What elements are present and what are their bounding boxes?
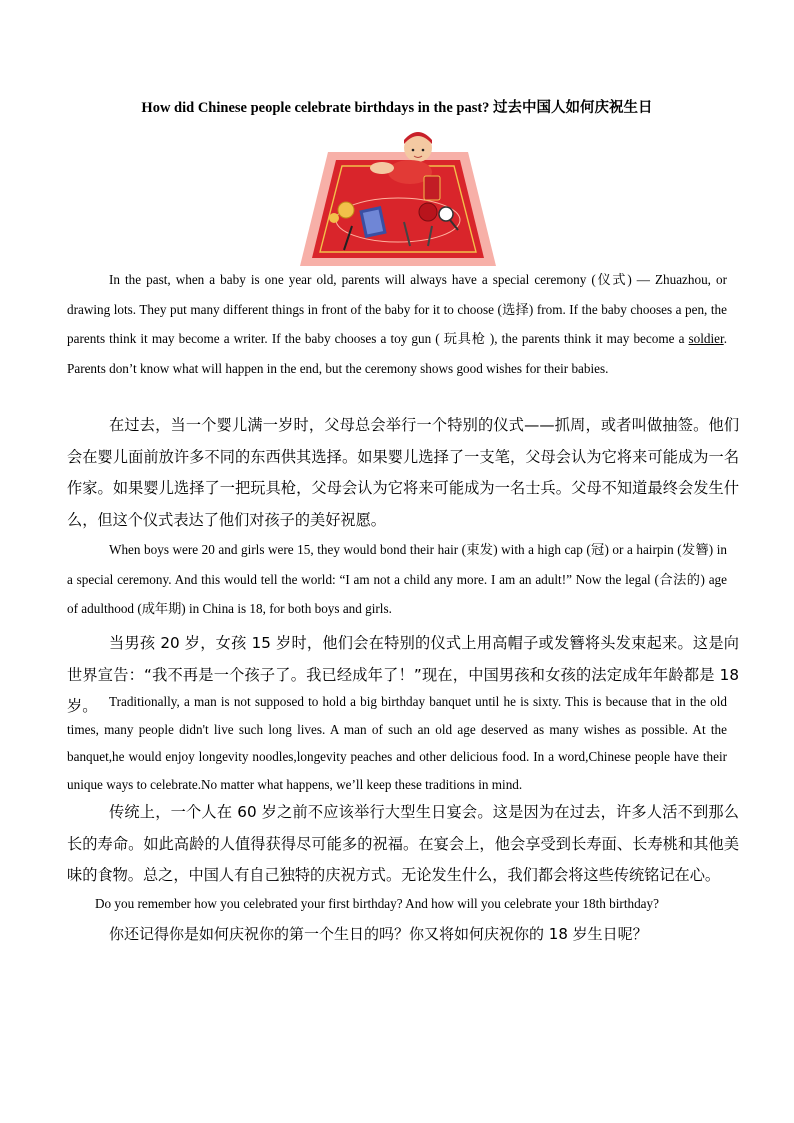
paragraph-2-zh: 当男孩 20 岁，女孩 15 岁时，他们会在特别的仪式上用高帽子或发簪将头发束起来。这是向世界宣告：“我不再是一个孩子了。我已经成年了！”现在，中国男孩和女孩的法定成年年龄都是 18 岁。 bbox=[67, 634, 739, 715]
para1-text: In the past, when a baby is one year old, parents will always have a special ceremony (仪式) — Zhuazhou, or drawing lots. They put many different things in front of the baby for it to choose (选择) from. If the baby chooses a pen, the parents think it may become a writer. If the baby chooses a toy gun ( 玩具枪 ), the parents think it may become a bbox=[67, 272, 727, 346]
magnifier-lens bbox=[439, 207, 453, 221]
page-title: How did Chinese people celebrate birthdays in the past? 过去中国人如何庆祝生日 bbox=[141, 100, 653, 116]
baby-ceremony-illustration bbox=[300, 126, 496, 266]
coin-small bbox=[329, 213, 339, 223]
red-envelope bbox=[424, 176, 440, 200]
baby-eye-right bbox=[422, 149, 425, 152]
paragraph-1-en bbox=[67, 265, 727, 383]
para1-text-end: . Parents don’t know what will happen in the end, but the ceremony shows good wishes for their babies. bbox=[67, 331, 727, 376]
paragraph-2-en: When boys were 20 and girls were 15, they would bond their hair (束发) with a high cap (冠) or a hairpin (发簪) in a special ceremony. And this would tell the world: “I am not a child any more. I am an adult!” Now the legal (合法的) age of adulthood (成年期) in China is 18, for both boys and girls. bbox=[67, 542, 727, 616]
paragraph-1-zh: 在过去，当一个婴儿满一岁时，父母总会举行一个特别的仪式——抓周，或者叫做抽签。他们会在婴儿面前放许多不同的东西供其选择。如果婴儿选择了一支笔，父母会认为它将来可能成为一名作家。如果婴儿选择了一把玩具枪，父母会认为它将来可能成为一名士兵。父母不知道最终会发生什么，但这个仪式表达了他们对孩子的美好祝愿。 bbox=[67, 416, 739, 529]
paragraph-3-en: Traditionally, a man is not supposed to hold a big birthday banquet until he is sixty. This is because that in the old times, many people didn't live such long lives. A man of such an old age deserved as many wishes as possible. At the banquet,he would enjoy longevity noodles,longevity peaches and other delicious food. In a word,Chinese people have their unique ways to celebrate.No matter what happens, we’ll keep these traditions in mind. bbox=[67, 694, 727, 792]
baby-eye-left bbox=[412, 149, 415, 152]
round-item bbox=[419, 203, 437, 221]
underlined-word-soldier: soldier bbox=[688, 331, 724, 346]
paragraph-3-zh: 传统上，一个人在 60 岁之前不应该举行大型生日宴会。这是因为在过去，许多人活不到那么长的寿命。如此高龄的人值得获得尽可能多的祝福。在宴会上，他会享受到长寿面、长寿桃和其他美味的食物。总之，中国人有自己独特的庆祝方式。无论发生什么，我们都会将这些传统铭记在心。 bbox=[67, 803, 739, 884]
question-en: Do you remember how you celebrated your first birthday? And how will you celebrate your 18th birthday? bbox=[95, 896, 659, 911]
baby-arm bbox=[370, 162, 394, 174]
question-zh: 你还记得你是如何庆祝你的第一个生日的吗？你又将如何庆祝你的 18 岁生日呢？ bbox=[109, 925, 648, 943]
coin-item bbox=[338, 202, 354, 218]
